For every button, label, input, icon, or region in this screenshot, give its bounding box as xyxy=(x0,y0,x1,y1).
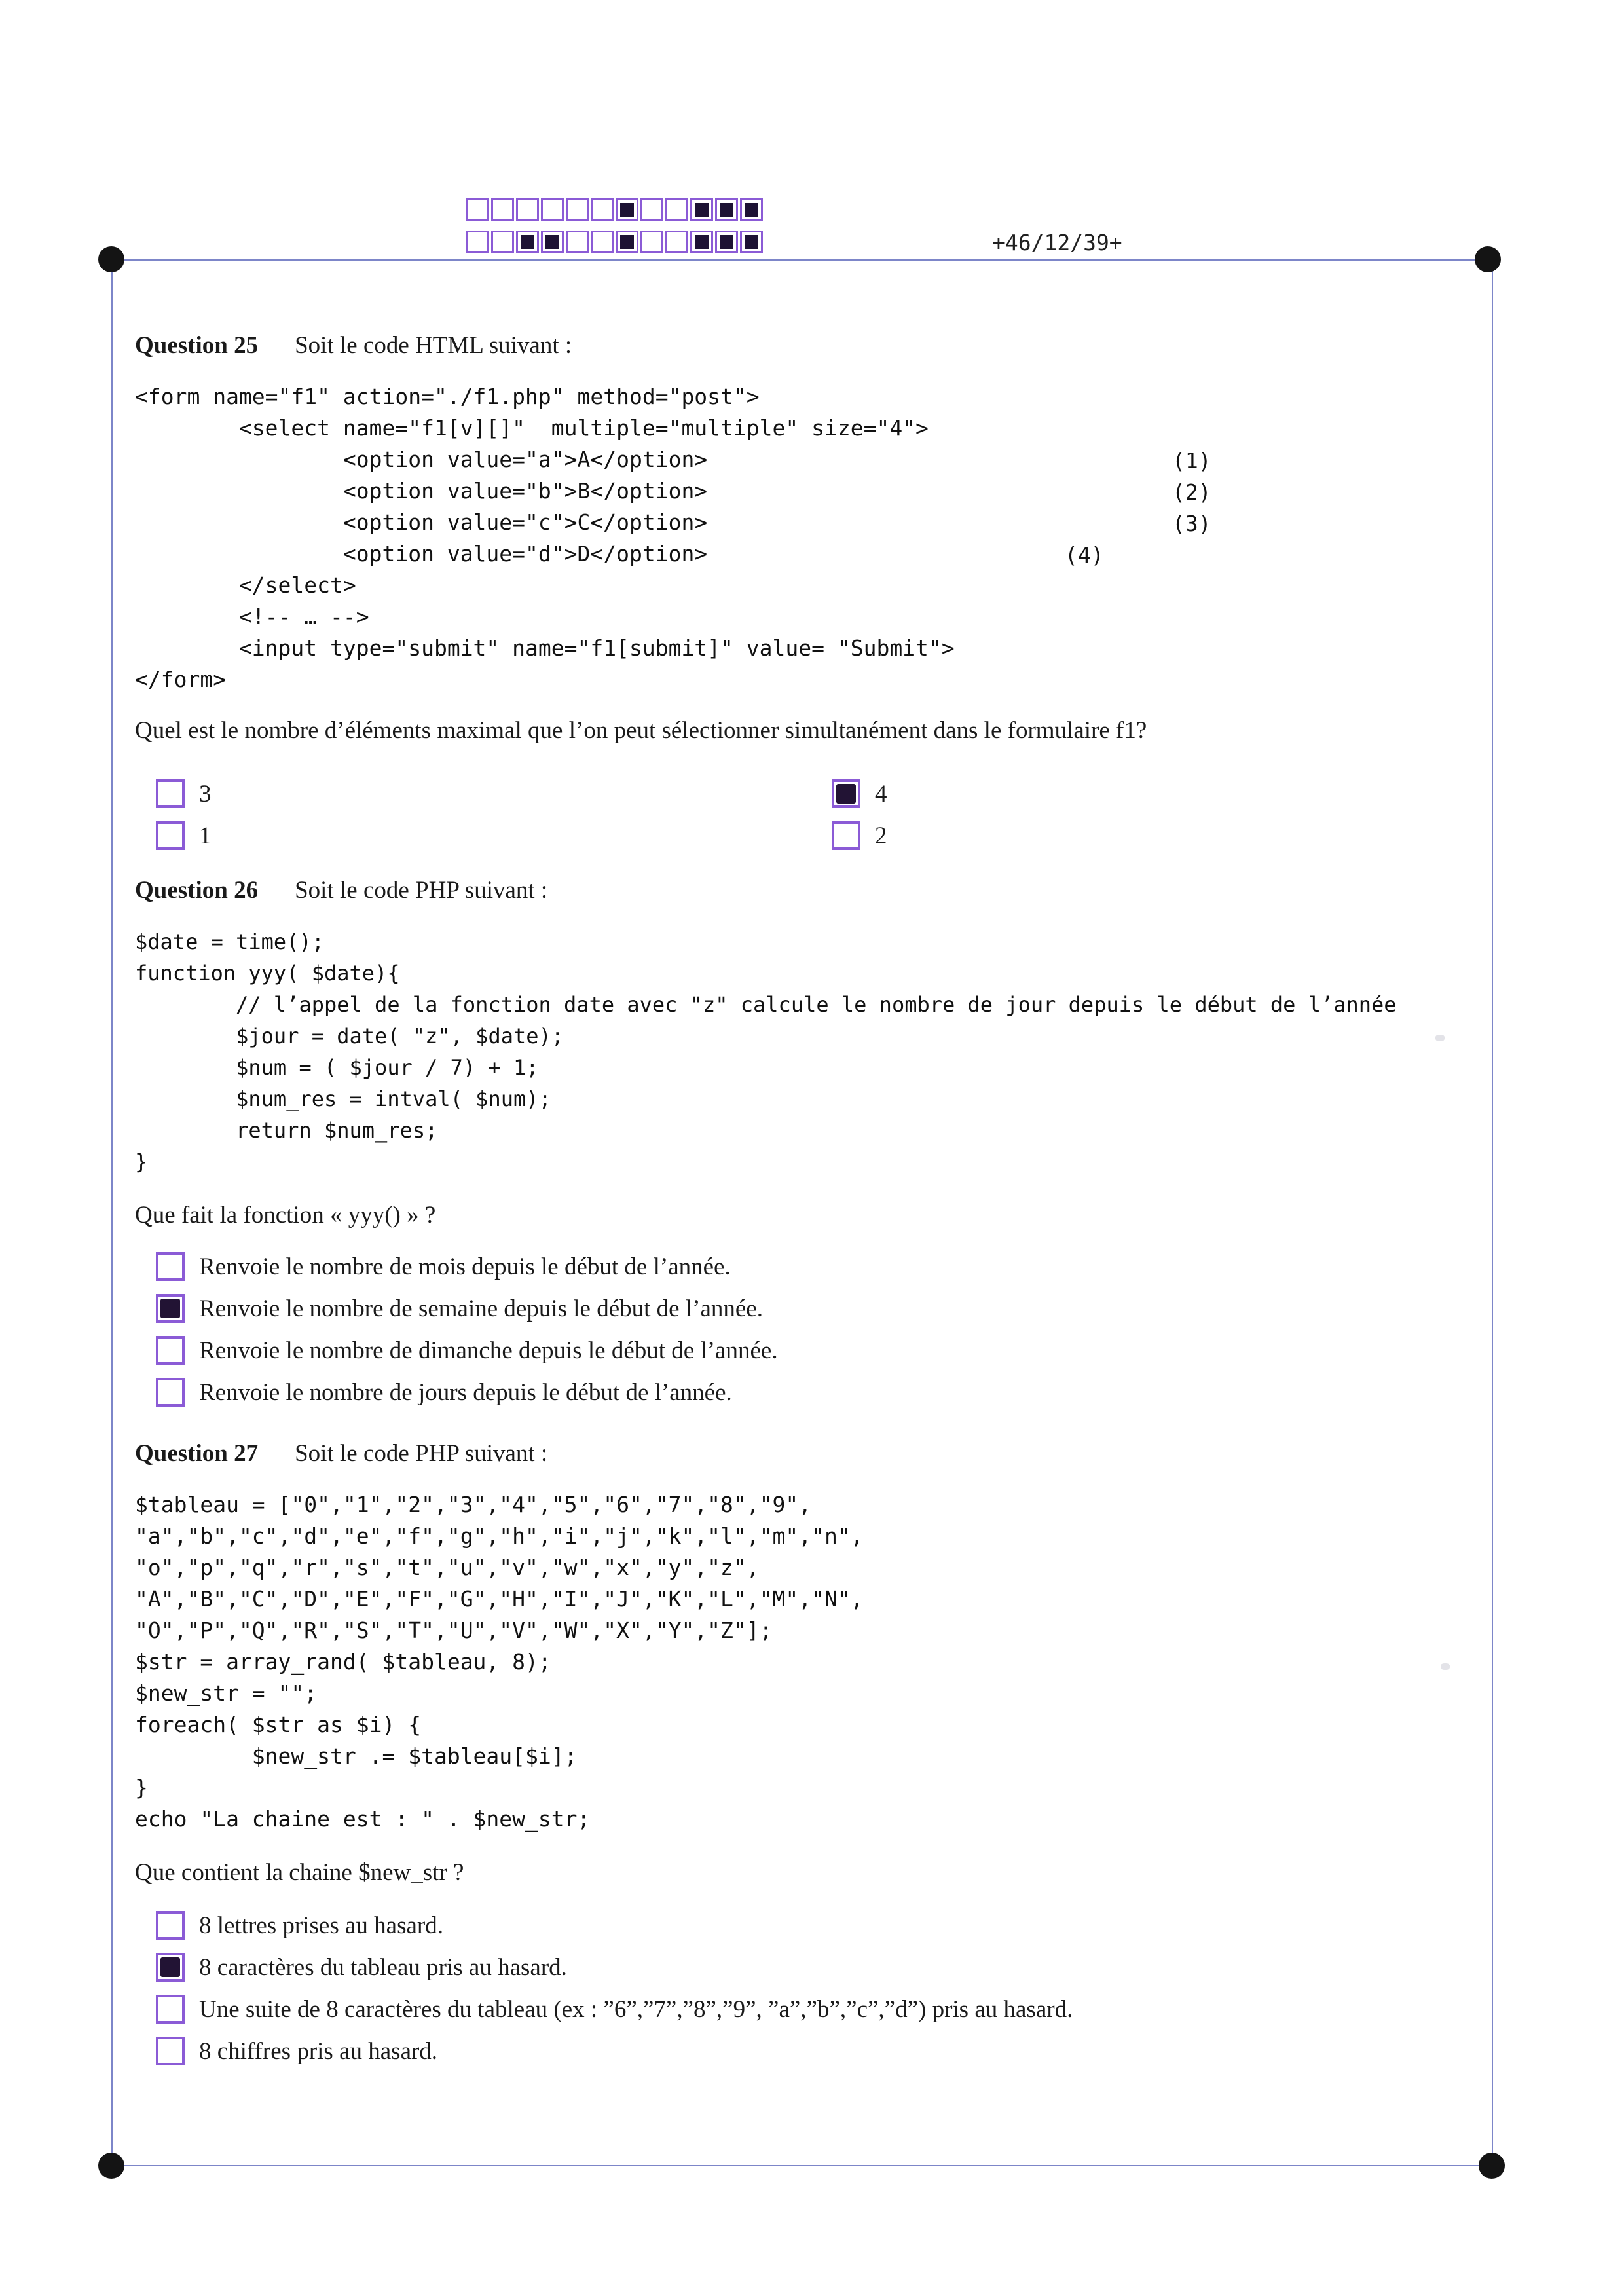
checkbox[interactable] xyxy=(156,1336,185,1365)
question-intro: Soit le code PHP suivant : xyxy=(295,877,548,904)
barcode-cell xyxy=(740,198,763,221)
checkbox[interactable] xyxy=(156,779,185,808)
option-label: Renvoie le nombre de semaine depuis le début de l’année. xyxy=(199,1295,763,1322)
q25-option[interactable] xyxy=(156,779,212,808)
q27-option[interactable] xyxy=(156,1911,443,1940)
checkbox[interactable] xyxy=(156,1995,185,2024)
barcode-cell xyxy=(640,198,663,221)
question-number: Question 26 xyxy=(135,877,259,904)
barcode-cell xyxy=(616,231,638,253)
checkbox[interactable] xyxy=(156,1378,185,1407)
option-label: 3 xyxy=(199,780,212,807)
question-number: Question 25 xyxy=(135,332,259,359)
checkbox[interactable] xyxy=(832,821,860,850)
q27-option[interactable] xyxy=(156,1953,567,1982)
option-label: 4 xyxy=(875,780,887,807)
q25-prompt: Quel est le nombre d’éléments maximal que l’on peut sélectionner simultanément dans le formulaire f1? xyxy=(135,717,1147,744)
question-25-heading xyxy=(135,331,572,360)
checkbox[interactable] xyxy=(156,2037,185,2065)
checkbox[interactable] xyxy=(156,1953,185,1982)
q25-mark-4: (4) xyxy=(1065,542,1104,568)
barcode-cell xyxy=(466,198,489,221)
barcode-cell xyxy=(591,198,614,221)
barcode-cell xyxy=(516,231,539,253)
option-label: Renvoie le nombre de jours depuis le début de l’année. xyxy=(199,1379,732,1406)
barcode-cell xyxy=(690,231,713,253)
q26-option[interactable] xyxy=(156,1336,778,1365)
q27-php-code: $tableau = ["0","1","2","3","4","5","6","7","8","9", "a","b","c","d","e","f","g","h","i","j","k","l","m","n", "o","p","q","r","s","t","u","v","w","x","y","z", "A","B","C","D","E","F","G","H","I","J","K","L","M","N", "O","P","Q","R","S","T","U","V","W","X","Y","Z"]; $str = array_rand( $tableau, 8); $new_str = ""; foreach( $str as $i) { $new_str .= $tableau[$i]; } echo "La chaine est : " . $new_str; xyxy=(135,1492,864,1832)
q26-option[interactable] xyxy=(156,1294,763,1323)
option-label: 8 caractères du tableau pris au hasard. xyxy=(199,1953,567,1981)
barcode-cell xyxy=(491,231,514,253)
barcode-cell xyxy=(491,198,514,221)
q25-mark-3: (3) xyxy=(1172,511,1211,536)
option-label: 2 xyxy=(875,822,887,849)
option-label: 1 xyxy=(199,822,212,849)
checkbox[interactable] xyxy=(156,1252,185,1281)
checkbox[interactable] xyxy=(156,1911,185,1940)
checkbox[interactable] xyxy=(156,1294,185,1323)
q26-prompt: Que fait la fonction « yyy() » ? xyxy=(135,1202,436,1229)
q27-option[interactable] xyxy=(156,1995,1073,2024)
q26-php-code: $date = time(); function yyy( $date){ // l’appel de la fonction date avec "z" calcule le nombre de jour depuis le début de l’année $jour = date( "z", $date); $num = ( $jour / 7) + 1; $num_res = intval( $num); return $num_res; } xyxy=(135,929,1397,1174)
barcode-cell xyxy=(640,231,663,253)
q25-option[interactable] xyxy=(832,821,887,850)
scan-speck xyxy=(1435,1035,1445,1041)
question-number: Question 27 xyxy=(135,1440,259,1467)
q25-option[interactable] xyxy=(156,821,212,850)
registration-mark-bottom-right xyxy=(1479,2153,1505,2179)
barcode-cell xyxy=(541,198,564,221)
barcode-cell xyxy=(516,198,539,221)
barcode-cell xyxy=(616,198,638,221)
barcode-cell xyxy=(541,231,564,253)
q25-html-code: <form name="f1" action="./f1.php" method="post"> <select name="f1[v][]" multiple="multiple" size="4"> <option value="a">A</option> <option value="b">B</option> <option value="c">C</option> <option value="d">D</option> </select> <!-- … --> <input type="submit" name="f1[submit]" value= "Submit"> </form> xyxy=(135,384,955,692)
option-label: Renvoie le nombre de mois depuis le début de l’année. xyxy=(199,1253,731,1280)
barcode-cell xyxy=(665,231,688,253)
q26-option[interactable] xyxy=(156,1252,731,1281)
registration-mark-bottom-left xyxy=(98,2153,124,2179)
question-26-heading xyxy=(135,876,547,904)
barcode-row-1 xyxy=(466,198,765,221)
registration-mark-top-right xyxy=(1475,246,1501,272)
barcode-cell xyxy=(715,231,738,253)
q25-mark-2: (2) xyxy=(1172,479,1211,505)
scan-speck xyxy=(1441,1663,1450,1670)
barcode-cell xyxy=(591,231,614,253)
option-label: Renvoie le nombre de dimanche depuis le début de l’année. xyxy=(199,1337,778,1364)
barcode-cell xyxy=(566,231,589,253)
barcode-cell xyxy=(665,198,688,221)
barcode-cell xyxy=(466,231,489,253)
option-label: 8 chiffres pris au hasard. xyxy=(199,2037,438,2065)
checkbox[interactable] xyxy=(156,821,185,850)
barcode-cell xyxy=(740,231,763,253)
q25-mark-1: (1) xyxy=(1172,448,1211,473)
option-label: Une suite de 8 caractères du tableau (ex : ”6”,”7”,”8”,”9”, ”a”,”b”,”c”,”d”) pris au hasard. xyxy=(199,1995,1073,2023)
barcode-cell xyxy=(715,198,738,221)
exam-id: +46/12/39+ xyxy=(992,230,1122,255)
option-label: 8 lettres prises au hasard. xyxy=(199,1912,443,1939)
question-intro: Soit le code HTML suivant : xyxy=(295,332,572,359)
q27-prompt: Que contient la chaine $new_str ? xyxy=(135,1859,464,1886)
barcode-cell xyxy=(690,198,713,221)
q25-option[interactable] xyxy=(832,779,887,808)
barcode-row-2 xyxy=(466,231,765,253)
question-27-heading xyxy=(135,1439,547,1468)
q26-option[interactable] xyxy=(156,1378,732,1407)
checkbox[interactable] xyxy=(832,779,860,808)
question-intro: Soit le code PHP suivant : xyxy=(295,1440,548,1467)
barcode-cell xyxy=(566,198,589,221)
q27-option[interactable] xyxy=(156,2037,437,2065)
registration-mark-top-left xyxy=(98,246,124,272)
